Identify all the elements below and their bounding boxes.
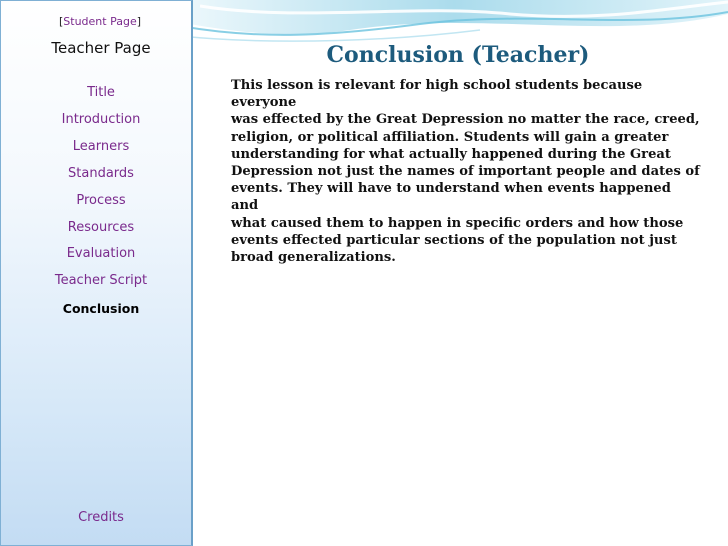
body-line: events. They will have to understand when events happened and [231,181,671,214]
body-line: religion, or political affiliation. Students will gain a greater [231,129,669,145]
body-line: Depression not just the names of important people and dates of [231,164,700,180]
nav-item-credits[interactable]: Credits [78,510,124,525]
body-line: understanding for what actually happened during the Great [231,146,671,162]
nav-item-process[interactable]: Process [76,193,126,208]
student-page-link-wrap [1,15,199,28]
body-line: broad generalizations. [231,250,396,266]
student-page-link[interactable]: Student Page [63,15,137,28]
nav-item-teacher-script[interactable]: Teacher Script [54,273,148,288]
page-title: Conclusion (Teacher) [326,42,590,68]
nav-item-standards[interactable]: Standards [68,166,134,181]
conclusion-body [231,77,701,266]
body-line: This lesson is relevant for high school students because everyone [231,78,643,111]
sidebar [0,0,193,546]
body-line: what caused them to happen in specific orders and how those [231,215,684,231]
body-line: was effected by the Great Depression no matter the race, creed, [231,112,700,128]
nav-item-introduction[interactable]: Introduction [61,112,141,127]
nav-item-resources[interactable]: Resources [67,220,135,235]
nav-item-conclusion[interactable]: Conclusion [62,301,140,316]
bracket-close: ] [136,15,142,28]
bracket-open: [ [58,15,64,28]
body-line: events effected particular sections of the population not just [231,232,677,248]
nav-item-evaluation[interactable]: Evaluation [66,246,136,261]
nav-item-learners[interactable]: Learners [72,139,130,154]
nav-item-title[interactable]: Title [87,85,115,100]
teacher-page-heading: Teacher Page [51,39,151,57]
